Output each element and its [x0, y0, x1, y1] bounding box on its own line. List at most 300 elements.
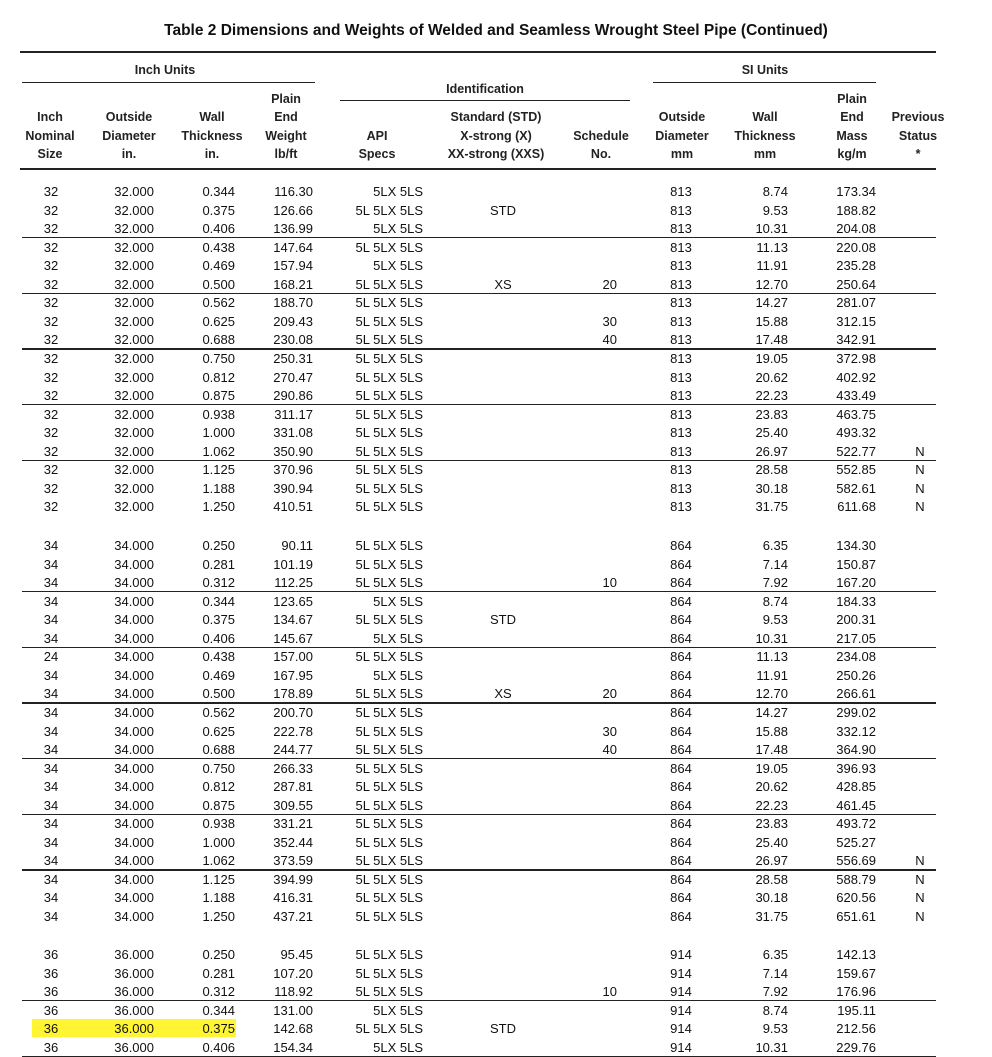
cell-wall-thickness-mm: 31.75	[755, 909, 788, 924]
cell-weight: 309.55	[273, 797, 313, 813]
cell-wall-thickness-in: 0.438	[202, 649, 235, 665]
cell-wall-thickness-mm: 26.97	[755, 443, 788, 459]
cell-outside-diameter-in: 34.000	[114, 760, 154, 776]
cell-api-specs: 5L 5LX 5LS	[355, 890, 423, 906]
cell-outside-diameter-mm: 864	[670, 909, 692, 924]
cell-wall-thickness-mm: 20.62	[755, 779, 788, 795]
cell-api-specs: 5L 5LX 5LS	[355, 462, 423, 478]
cell-wall-thickness-in: 1.062	[202, 853, 235, 869]
cell-wall-thickness-mm: 28.58	[755, 462, 788, 478]
cell-outside-diameter-mm: 914	[670, 984, 692, 1000]
cell-wall-thickness-mm: 22.23	[755, 797, 788, 813]
row-group-divider	[22, 702, 936, 703]
column-header-api-specs: API	[366, 128, 388, 143]
cell-status: N	[915, 853, 925, 869]
cell-outside-diameter-in: 32.000	[114, 350, 154, 366]
cell-wall-thickness-in: 1.125	[202, 462, 235, 478]
si-units-heading: SI Units	[741, 63, 789, 77]
cell-weight: 350.90	[273, 443, 313, 459]
cell-outside-diameter-mm: 914	[670, 965, 692, 981]
cell-weight: 116.30	[274, 184, 313, 199]
cell-wall-thickness-in: 1.000	[202, 425, 235, 441]
cell-status: N	[915, 871, 925, 887]
cell-size: 34	[43, 593, 59, 609]
row-group-divider	[22, 591, 936, 592]
cell-weight: 230.08	[273, 332, 313, 348]
column-header-nominal-size: Inch	[37, 110, 63, 124]
cell-standard: XS	[494, 686, 512, 702]
cell-outside-diameter-mm: 864	[670, 760, 692, 776]
cell-mass: 188.82	[836, 202, 876, 218]
cell-size: 34	[43, 816, 59, 832]
cell-size: 36	[43, 984, 59, 1000]
cell-weight: 209.43	[273, 313, 313, 329]
cell-weight: 188.70	[273, 295, 313, 311]
cell-outside-diameter-mm: 864	[670, 890, 692, 906]
cell-mass: 611.68	[837, 499, 876, 515]
cell-size: 32	[43, 313, 59, 329]
cell-status: N	[915, 890, 925, 906]
cell-outside-diameter-mm: 813	[670, 221, 692, 237]
column-header-plain-end-weight: lb/ft	[274, 147, 298, 161]
cell-outside-diameter-in: 32.000	[114, 184, 154, 199]
cell-wall-thickness-mm: 31.75	[755, 499, 788, 515]
cell-wall-thickness-in: 1.250	[202, 499, 235, 515]
cell-wall-thickness-mm: 20.62	[755, 369, 788, 385]
cell-size: 36	[43, 947, 59, 962]
cell-outside-diameter-in: 32.000	[114, 202, 154, 218]
cell-outside-diameter-mm: 813	[670, 499, 692, 515]
cell-wall-thickness-mm: 9.53	[762, 1021, 788, 1037]
cell-api-specs: 5L 5LX 5LS	[355, 480, 423, 496]
cell-api-specs: 5L 5LX 5LS	[355, 332, 423, 348]
cell-weight: 101.19	[273, 556, 313, 572]
cell-wall-thickness-mm: 17.48	[755, 332, 788, 348]
cell-wall-thickness-mm: 26.97	[755, 853, 788, 869]
cell-wall-thickness-in: 0.938	[202, 406, 235, 422]
cell-api-specs: 5L 5LX 5LS	[355, 871, 423, 887]
cell-outside-diameter-mm: 813	[670, 369, 692, 385]
cell-weight: 311.17	[274, 406, 313, 422]
cell-size: 36	[43, 1039, 59, 1055]
cell-size: 34	[43, 704, 59, 720]
column-header-outside-diameter-mm: mm	[670, 147, 694, 161]
cell-schedule: 40	[602, 742, 617, 758]
column-header-outside-diameter-in: Outside	[105, 110, 153, 124]
cell-outside-diameter-in: 34.000	[114, 853, 154, 869]
cell-wall-thickness-in: 1.125	[202, 871, 235, 887]
row-group-divider	[22, 460, 936, 461]
cell-size: 32	[43, 462, 59, 478]
cell-mass: 342.91	[836, 332, 876, 348]
cell-outside-diameter-mm: 864	[670, 742, 692, 758]
cell-wall-thickness-in: 0.750	[202, 760, 235, 776]
cell-wall-thickness-in: 0.750	[202, 350, 235, 366]
cell-weight: 136.99	[273, 221, 313, 237]
cell-mass: 212.56	[836, 1021, 876, 1037]
cell-size: 34	[43, 556, 59, 572]
cell-weight: 437.21	[273, 909, 313, 924]
cell-outside-diameter-mm: 864	[670, 686, 692, 702]
cell-wall-thickness-in: 0.938	[202, 816, 235, 832]
cell-mass: 463.75	[836, 406, 876, 422]
cell-size: 34	[43, 853, 59, 869]
cell-wall-thickness-in: 0.469	[202, 667, 235, 683]
cell-weight: 244.77	[273, 742, 313, 758]
cell-wall-thickness-in: 0.375	[202, 1021, 235, 1037]
identification-heading: Identification	[446, 82, 524, 96]
cell-size: 34	[43, 630, 59, 646]
cell-wall-thickness-in: 0.688	[202, 332, 235, 348]
cell-outside-diameter-in: 34.000	[114, 649, 154, 665]
cell-outside-diameter-mm: 813	[670, 313, 692, 329]
cell-api-specs: 5L 5LX 5LS	[355, 834, 423, 850]
cell-outside-diameter-mm: 864	[670, 871, 692, 887]
cell-weight: 126.66	[273, 202, 313, 218]
cell-outside-diameter-in: 32.000	[114, 462, 154, 478]
cell-wall-thickness-in: 0.500	[202, 686, 235, 702]
cell-size: 32	[43, 350, 59, 366]
cell-weight: 131.00	[273, 1002, 313, 1018]
cell-weight: 154.34	[273, 1039, 313, 1055]
cell-wall-thickness-mm: 17.48	[755, 742, 788, 758]
cell-api-specs: 5L 5LX 5LS	[355, 556, 423, 572]
top-rule	[20, 51, 936, 53]
cell-mass: 176.96	[836, 984, 876, 1000]
cell-outside-diameter-mm: 914	[670, 1021, 692, 1037]
cell-wall-thickness-mm: 11.91	[756, 667, 788, 683]
cell-mass: 235.28	[836, 258, 876, 274]
cell-wall-thickness-in: 0.281	[202, 965, 235, 981]
cell-outside-diameter-mm: 864	[670, 779, 692, 795]
cell-outside-diameter-mm: 914	[670, 1039, 692, 1055]
cell-size: 32	[43, 443, 59, 459]
cell-weight: 112.25	[274, 575, 313, 591]
cell-api-specs: 5LX 5LS	[373, 184, 423, 199]
cell-weight: 107.20	[273, 965, 313, 981]
cell-weight: 416.31	[273, 890, 313, 906]
cell-wall-thickness-in: 1.062	[202, 443, 235, 459]
cell-api-specs: 5LX 5LS	[373, 593, 423, 609]
cell-weight: 222.78	[273, 723, 313, 739]
cell-wall-thickness-mm: 23.83	[755, 406, 788, 422]
cell-api-specs: 5L 5LX 5LS	[355, 239, 423, 255]
cell-wall-thickness-in: 1.250	[202, 909, 235, 924]
cell-size: 36	[43, 965, 59, 981]
cell-outside-diameter-mm: 813	[670, 425, 692, 441]
cell-outside-diameter-mm: 864	[670, 704, 692, 720]
cell-outside-diameter-mm: 813	[670, 239, 692, 255]
cell-outside-diameter-in: 32.000	[114, 443, 154, 459]
cell-outside-diameter-in: 34.000	[114, 575, 154, 591]
cell-outside-diameter-in: 34.000	[114, 816, 154, 832]
cell-wall-thickness-mm: 6.35	[762, 538, 788, 553]
cell-size: 32	[43, 276, 59, 292]
cell-schedule: 20	[602, 686, 617, 702]
cell-api-specs: 5L 5LX 5LS	[355, 499, 423, 515]
cell-outside-diameter-mm: 914	[670, 1002, 692, 1018]
cell-outside-diameter-in: 34.000	[114, 556, 154, 572]
cell-outside-diameter-in: 34.000	[114, 704, 154, 720]
cell-size: 24	[43, 649, 59, 665]
cell-api-specs: 5L 5LX 5LS	[355, 425, 423, 441]
cell-outside-diameter-in: 34.000	[114, 779, 154, 795]
cell-wall-thickness-mm: 12.70	[755, 686, 788, 702]
cell-mass: 402.92	[836, 369, 876, 385]
cell-wall-thickness-mm: 25.40	[755, 834, 788, 850]
cell-api-specs: 5LX 5LS	[373, 1002, 423, 1018]
cell-api-specs: 5L 5LX 5LS	[355, 779, 423, 795]
cell-api-specs: 5L 5LX 5LS	[355, 538, 423, 553]
cell-api-specs: 5L 5LX 5LS	[355, 797, 423, 813]
cell-status: N	[915, 909, 925, 924]
cell-mass: 150.87	[836, 556, 876, 572]
cell-outside-diameter-mm: 813	[670, 332, 692, 348]
cell-api-specs: 5L 5LX 5LS	[355, 686, 423, 702]
cell-outside-diameter-mm: 813	[670, 406, 692, 422]
cell-size: 36	[43, 1002, 59, 1018]
cell-wall-thickness-mm: 19.05	[755, 760, 788, 776]
cell-outside-diameter-in: 32.000	[114, 480, 154, 496]
cell-mass: 332.12	[836, 723, 876, 739]
cell-mass: 493.72	[836, 816, 876, 832]
cell-wall-thickness-mm: 10.31	[755, 630, 788, 646]
cell-outside-diameter-mm: 813	[670, 443, 692, 459]
cell-outside-diameter-mm: 864	[670, 612, 692, 628]
cell-wall-thickness-in: 0.688	[202, 742, 235, 758]
column-header-plain-end-mass: End	[840, 110, 864, 124]
cell-outside-diameter-in: 32.000	[114, 239, 154, 255]
cell-wall-thickness-mm: 11.13	[756, 649, 788, 665]
cell-size: 34	[43, 686, 59, 702]
cell-wall-thickness-mm: 28.58	[755, 871, 788, 887]
cell-wall-thickness-mm: 14.27	[755, 704, 788, 720]
cell-size: 32	[43, 184, 59, 199]
cell-mass: 229.76	[836, 1039, 876, 1055]
row-group-divider	[22, 758, 936, 759]
cell-mass: 433.49	[836, 388, 876, 404]
cell-wall-thickness-mm: 30.18	[755, 480, 788, 496]
cell-outside-diameter-in: 34.000	[114, 742, 154, 758]
cell-wall-thickness-mm: 7.14	[762, 965, 788, 981]
row-group-divider	[22, 1000, 936, 1001]
cell-size: 34	[43, 834, 59, 850]
column-header-standard-designation: X-strong (X)	[460, 128, 532, 143]
column-header-wall-thickness-in: in.	[204, 147, 220, 161]
column-header-wall-thickness-in: Wall	[199, 110, 225, 124]
cell-api-specs: 5L 5LX 5LS	[355, 723, 423, 739]
cell-size: 34	[43, 871, 59, 887]
cell-weight: 390.94	[273, 480, 313, 496]
cell-outside-diameter-mm: 813	[670, 276, 692, 292]
cell-wall-thickness-mm: 15.88	[755, 723, 788, 739]
cell-wall-thickness-mm: 8.74	[762, 593, 788, 609]
column-header-outside-diameter-in: Diameter	[102, 128, 156, 143]
cell-mass: 493.32	[836, 425, 876, 441]
cell-wall-thickness-mm: 14.27	[755, 295, 788, 311]
cell-weight: 250.31	[273, 350, 313, 366]
cell-wall-thickness-mm: 6.35	[762, 947, 788, 962]
cell-api-specs: 5L 5LX 5LS	[355, 406, 423, 422]
column-header-outside-diameter-mm: Diameter	[655, 128, 709, 143]
cell-outside-diameter-mm: 813	[670, 184, 692, 199]
cell-outside-diameter-in: 32.000	[114, 332, 154, 348]
cell-outside-diameter-in: 36.000	[114, 965, 154, 981]
cell-size: 32	[43, 332, 59, 348]
cell-api-specs: 5LX 5LS	[373, 258, 423, 274]
cell-wall-thickness-in: 0.344	[202, 593, 235, 609]
cell-weight: 142.68	[273, 1021, 313, 1037]
cell-schedule: 30	[602, 723, 617, 739]
cell-outside-diameter-in: 32.000	[114, 388, 154, 404]
cell-wall-thickness-mm: 10.31	[755, 221, 788, 237]
cell-outside-diameter-in: 32.000	[114, 406, 154, 422]
cell-wall-thickness-in: 0.469	[202, 258, 235, 274]
si-units-rule	[653, 82, 876, 83]
cell-wall-thickness-mm: 10.31	[755, 1039, 788, 1055]
cell-outside-diameter-mm: 864	[670, 797, 692, 813]
cell-outside-diameter-in: 32.000	[114, 221, 154, 237]
cell-mass: 588.79	[836, 871, 876, 887]
cell-mass: 250.26	[836, 667, 876, 683]
cell-wall-thickness-in: 0.500	[202, 276, 235, 292]
cell-wall-thickness-mm: 8.74	[762, 184, 788, 199]
column-header-nominal-size: Nominal	[25, 128, 75, 143]
cell-weight: 157.94	[273, 258, 313, 274]
cell-mass: 234.08	[836, 649, 876, 665]
cell-wall-thickness-mm: 9.53	[762, 202, 788, 218]
cell-outside-diameter-mm: 864	[670, 853, 692, 869]
cell-api-specs: 5L 5LX 5LS	[355, 1021, 423, 1037]
cell-wall-thickness-in: 0.625	[202, 313, 235, 329]
cell-weight: 168.21	[273, 276, 313, 292]
cell-mass: 620.56	[836, 890, 876, 906]
column-header-plain-end-weight: Plain	[271, 91, 301, 106]
cell-size: 34	[43, 909, 59, 924]
cell-outside-diameter-in: 34.000	[114, 538, 154, 553]
cell-weight: 134.67	[273, 612, 313, 628]
cell-outside-diameter-in: 34.000	[114, 593, 154, 609]
cell-weight: 266.33	[273, 760, 313, 776]
cell-weight: 410.51	[273, 499, 313, 515]
cell-wall-thickness-mm: 9.53	[762, 612, 788, 628]
row-group-divider	[22, 404, 936, 405]
cell-api-specs: 5L 5LX 5LS	[355, 649, 423, 665]
identification-rule	[340, 100, 630, 101]
cell-size: 34	[43, 667, 59, 683]
cell-api-specs: 5L 5LX 5LS	[355, 612, 423, 628]
cell-mass: 204.08	[836, 221, 876, 237]
cell-size: 32	[43, 239, 59, 255]
cell-outside-diameter-mm: 864	[670, 538, 692, 553]
cell-weight: 270.47	[273, 369, 313, 385]
column-header-previous-status: Previous	[891, 110, 945, 124]
cell-outside-diameter-mm: 864	[670, 834, 692, 850]
column-header-api-specs: Specs	[358, 147, 396, 161]
row-group-divider	[22, 348, 936, 349]
cell-status: N	[915, 480, 925, 496]
cell-wall-thickness-in: 0.312	[202, 984, 235, 1000]
cell-outside-diameter-in: 34.000	[114, 630, 154, 646]
cell-weight: 394.99	[273, 871, 313, 887]
row-group-divider	[22, 869, 936, 870]
cell-api-specs: 5L 5LX 5LS	[355, 202, 423, 218]
cell-weight: 373.59	[273, 853, 313, 869]
cell-size: 34	[43, 760, 59, 776]
cell-api-specs: 5L 5LX 5LS	[355, 816, 423, 832]
column-header-plain-end-mass: Plain	[837, 91, 867, 106]
cell-mass: 220.08	[836, 239, 876, 255]
cell-mass: 142.13	[836, 947, 876, 962]
cell-standard: XS	[494, 276, 512, 292]
cell-outside-diameter-mm: 813	[670, 202, 692, 218]
cell-mass: 651.61	[836, 909, 876, 924]
cell-outside-diameter-in: 34.000	[114, 686, 154, 702]
cell-api-specs: 5L 5LX 5LS	[355, 965, 423, 981]
cell-weight: 352.44	[273, 834, 313, 850]
cell-api-specs: 5LX 5LS	[373, 667, 423, 683]
cell-size: 32	[43, 221, 59, 237]
cell-size: 32	[43, 369, 59, 385]
cell-wall-thickness-in: 0.375	[202, 202, 235, 218]
cell-schedule: 20	[602, 276, 617, 292]
cell-wall-thickness-in: 0.406	[202, 630, 235, 646]
column-header-standard-designation: XX-strong (XXS)	[447, 147, 545, 161]
cell-size: 34	[43, 890, 59, 906]
cell-mass: 396.93	[836, 760, 876, 776]
cell-wall-thickness-in: 0.438	[202, 239, 235, 255]
column-header-outside-diameter-in: in.	[121, 147, 137, 161]
cell-schedule: 40	[602, 332, 617, 348]
cell-size: 34	[43, 779, 59, 795]
cell-outside-diameter-in: 32.000	[114, 425, 154, 441]
cell-outside-diameter-mm: 864	[670, 556, 692, 572]
column-header-wall-thickness-mm: Thickness	[734, 128, 796, 143]
cell-mass: 266.61	[836, 686, 876, 702]
cell-mass: 461.45	[836, 797, 876, 813]
cell-size: 36	[43, 1021, 59, 1037]
cell-mass: 167.20	[836, 575, 876, 591]
cell-outside-diameter-in: 36.000	[114, 947, 154, 962]
column-header-plain-end-mass: Mass	[836, 128, 868, 143]
column-header-schedule-no: No.	[590, 147, 612, 161]
cell-outside-diameter-mm: 813	[670, 480, 692, 496]
row-group-divider	[22, 647, 936, 648]
cell-wall-thickness-mm: 11.91	[756, 258, 788, 274]
cell-mass: 299.02	[836, 704, 876, 720]
cell-wall-thickness-in: 0.344	[202, 184, 235, 199]
cell-mass: 552.85	[836, 462, 876, 478]
cell-outside-diameter-mm: 914	[670, 947, 692, 962]
cell-mass: 312.15	[836, 313, 876, 329]
cell-outside-diameter-in: 34.000	[114, 797, 154, 813]
cell-api-specs: 5L 5LX 5LS	[355, 388, 423, 404]
cell-outside-diameter-in: 34.000	[114, 667, 154, 683]
cell-mass: 525.27	[836, 834, 876, 850]
cell-size: 32	[43, 499, 59, 515]
cell-wall-thickness-mm: 25.40	[755, 425, 788, 441]
cell-outside-diameter-mm: 813	[670, 258, 692, 274]
cell-api-specs: 5L 5LX 5LS	[355, 909, 423, 924]
cell-mass: 364.90	[836, 742, 876, 758]
cell-wall-thickness-mm: 7.14	[762, 556, 788, 572]
cell-weight: 287.81	[273, 779, 313, 795]
cell-mass: 184.33	[836, 593, 876, 609]
cell-wall-thickness-in: 0.875	[202, 388, 235, 404]
cell-status: N	[915, 462, 925, 478]
cell-outside-diameter-in: 34.000	[114, 890, 154, 906]
column-header-standard-designation: Standard (STD)	[450, 110, 542, 124]
